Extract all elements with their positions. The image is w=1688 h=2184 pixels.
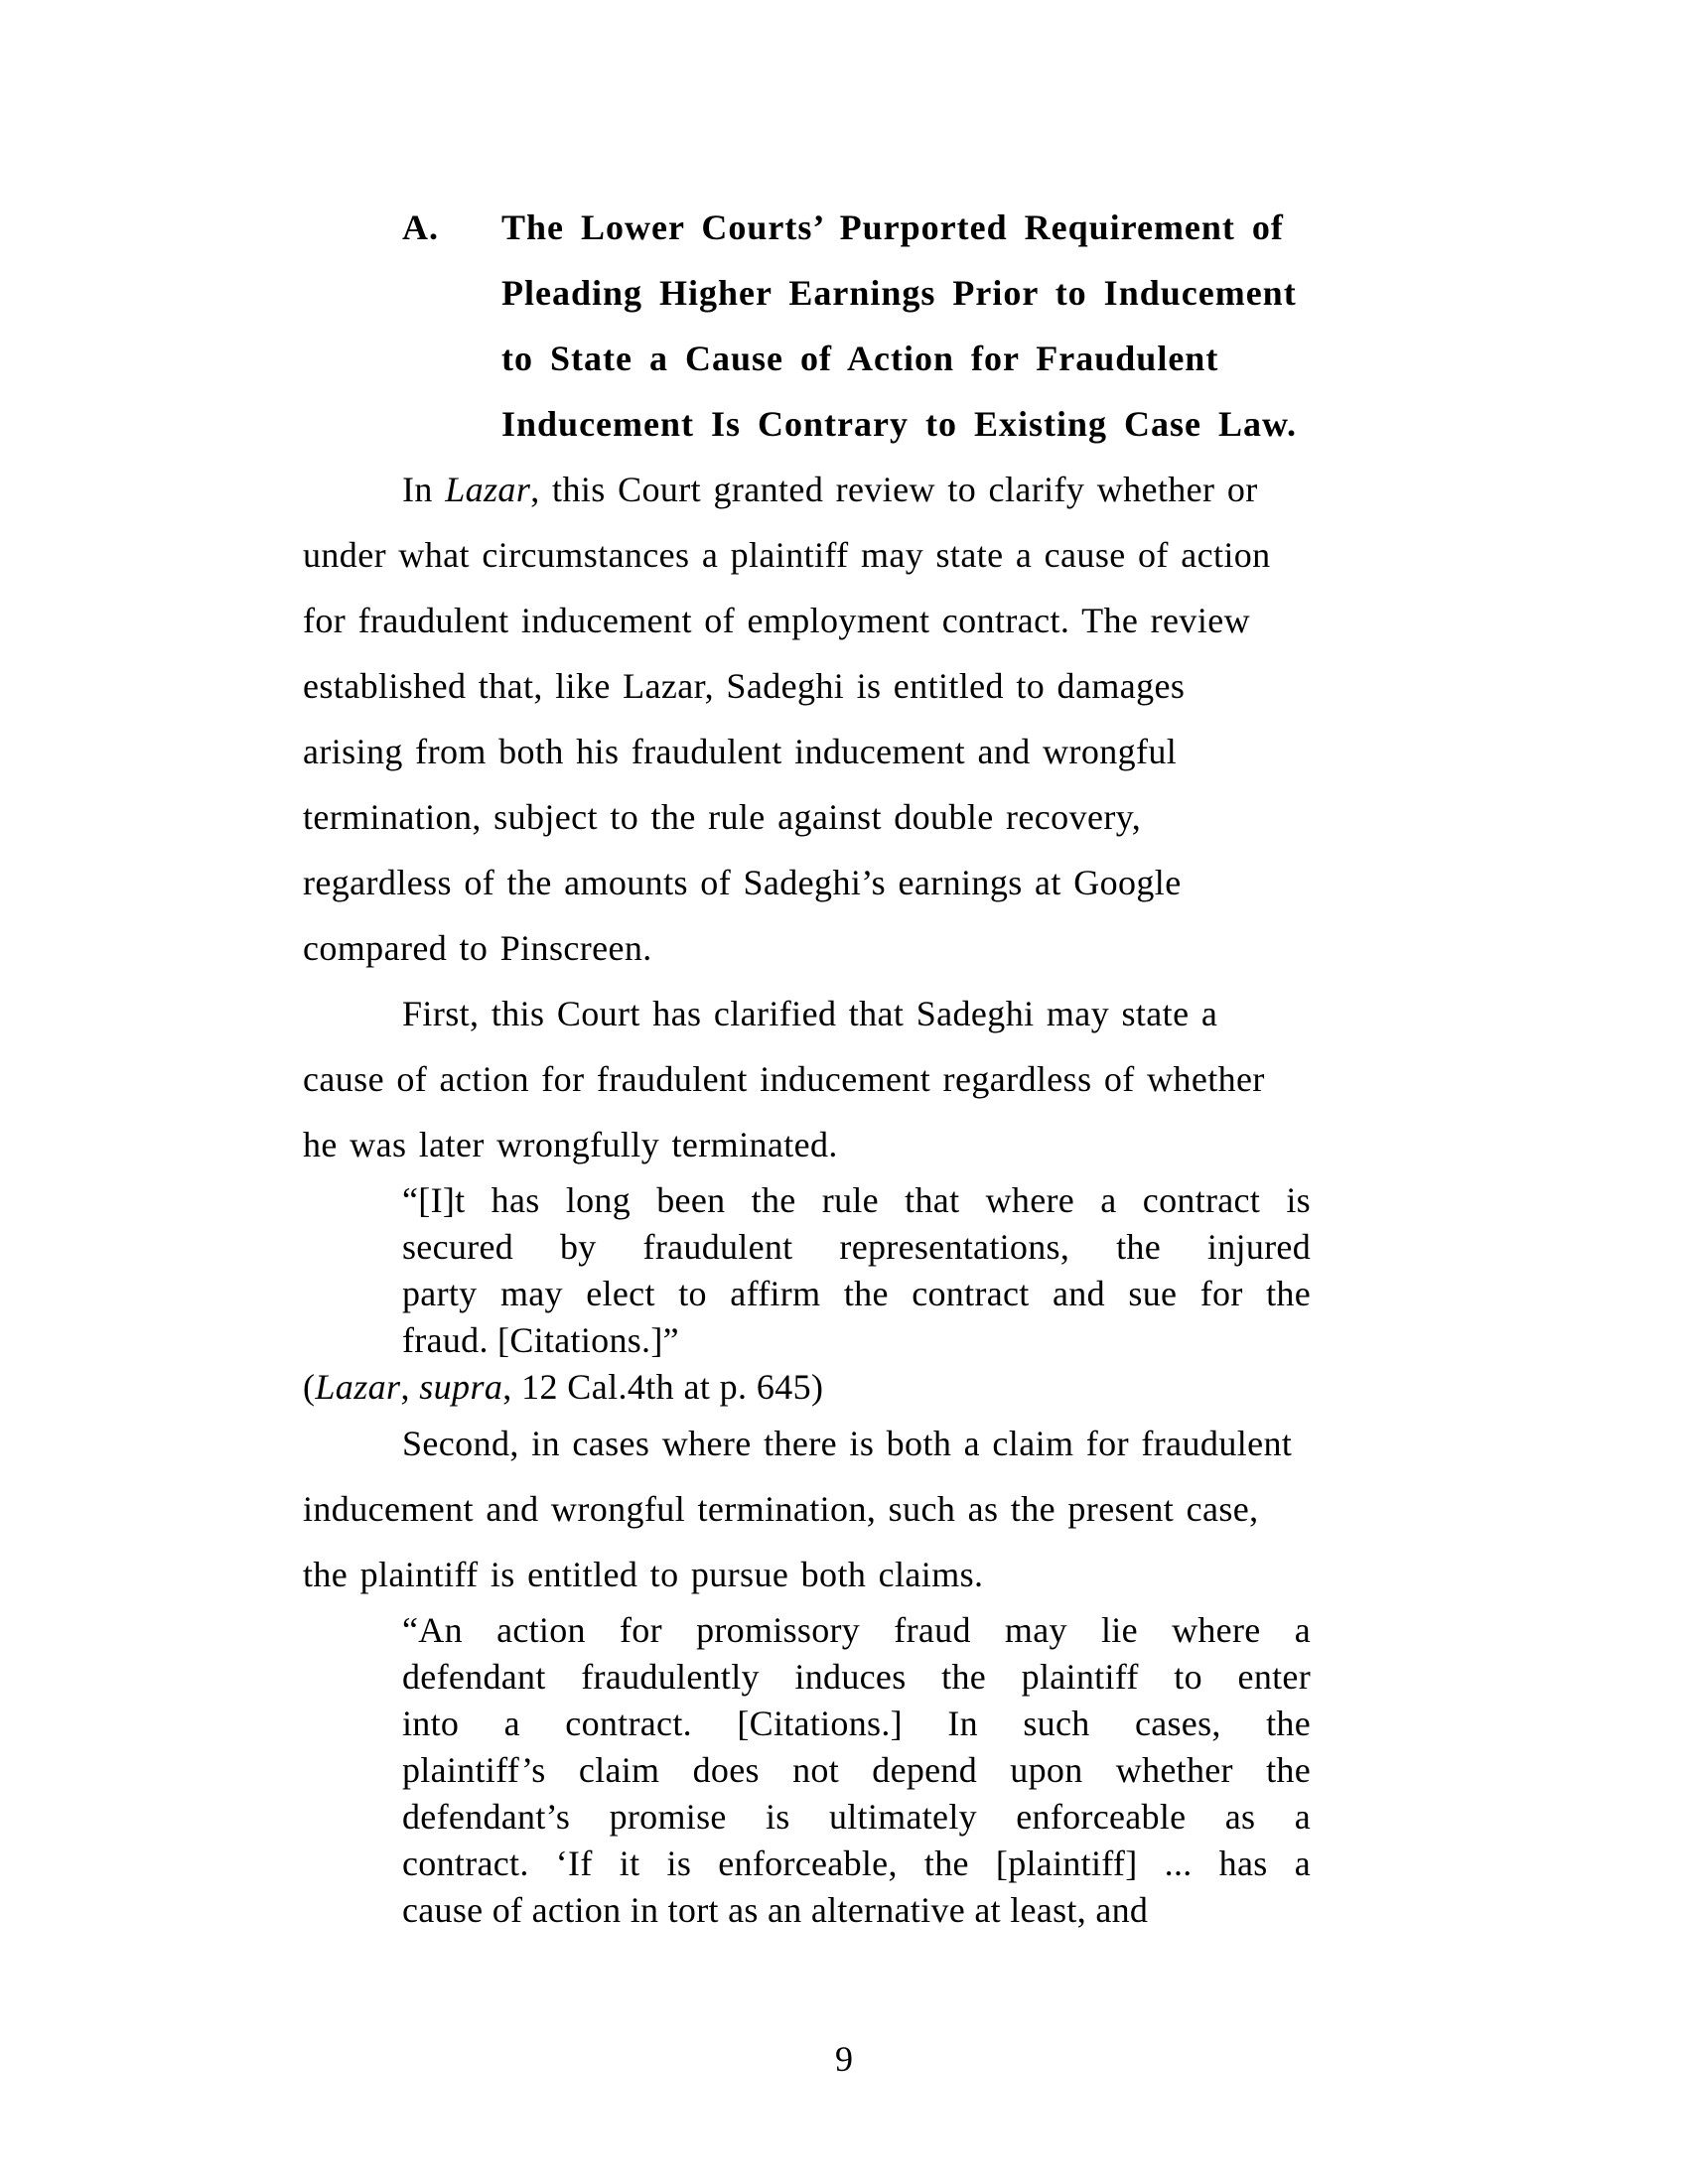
text-line: contract. ‘If it is enforceable, the [plaintiff] ... has a — [402, 1843, 1311, 1883]
text-line — [303, 1364, 1395, 1411]
section-letter: A. — [402, 207, 439, 247]
section-heading-text — [501, 195, 1395, 457]
block-quote-2 — [402, 1607, 1311, 1934]
citation-line — [303, 1364, 1395, 1411]
text-line: party may elect to affirm the contract and sue for the — [402, 1274, 1311, 1313]
text-line: Pleading Higher Earnings Prior to Inducement — [501, 273, 1297, 313]
text-line: Second, in cases where there is both a claim for fraudulent — [402, 1424, 1293, 1463]
text-line: “[I]t has long been the rule that where a contract is — [402, 1180, 1311, 1220]
text-line: arising from both his fraudulent inducement and wrongful — [303, 732, 1178, 771]
text-segment: , this Court granted review to clarify whether or — [530, 470, 1258, 509]
italic-text-segment: supra — [419, 1367, 503, 1407]
text-line: Inducement Is Contrary to Existing Case Law. — [501, 404, 1298, 444]
text-segment: ( — [303, 1367, 316, 1407]
text-line: regardless of the amounts of Sadeghi’s earnings at Google — [303, 863, 1182, 902]
text-line: cause of action for fraudulent inducement regardless of whether — [303, 1059, 1265, 1099]
text-line: cause of action in tort as an alternative at least, and — [402, 1890, 1149, 1930]
text-line: termination, subject to the rule against double recovery, — [303, 797, 1142, 837]
text-line: defendant fraudulently induces the plaintiff to enter — [402, 1657, 1311, 1697]
text-line: First, this Court has clarified that Sadeghi may state a — [402, 994, 1218, 1033]
brief-text-column — [303, 195, 1395, 1934]
text-line: compared to Pinscreen. — [303, 928, 652, 968]
text-line: fraud. [Citations.]” — [402, 1320, 679, 1360]
text-segment: , — [400, 1367, 420, 1407]
text-line: into a contract. [Citations.] In such cases, the — [402, 1704, 1311, 1743]
text-line: “An action for promissory fraud may lie where a — [402, 1610, 1311, 1650]
italic-text-segment: Lazar — [445, 470, 531, 509]
section-heading — [402, 195, 1395, 457]
text-line: to State a Cause of Action for Fraudulent — [501, 339, 1219, 378]
paragraph-first-point — [303, 981, 1395, 1177]
text-line: secured by fraudulent representations, the injured — [402, 1227, 1311, 1267]
text-line — [303, 457, 1395, 522]
text-line: plaintiff’s claim does not depend upon whether the — [402, 1750, 1311, 1790]
text-line: the plaintiff is entitled to pursue both claims. — [303, 1555, 984, 1594]
text-segment: , 12 Cal.4th at p. 645) — [502, 1367, 824, 1407]
text-line: under what circumstances a plaintiff may state a cause of action — [303, 535, 1271, 575]
text-line: for fraudulent inducement of employment contract. The review — [303, 601, 1250, 640]
text-line: The Lower Courts’ Purported Requirement of — [501, 207, 1284, 247]
text-line: inducement and wrongful termination, such as the present case, — [303, 1489, 1259, 1529]
page-number: 9 — [835, 2039, 853, 2079]
text-line: defendant’s promise is ultimately enforceable as a — [402, 1797, 1311, 1837]
paragraph-second-point — [303, 1411, 1395, 1607]
paragraph-lazar-review — [303, 457, 1395, 981]
text-line: he was later wrongfully terminated. — [303, 1125, 838, 1164]
italic-text-segment: Lazar — [315, 1367, 401, 1407]
text-segment: In — [402, 470, 446, 509]
text-line: established that, like Lazar, Sadeghi is entitled to damages — [303, 666, 1186, 706]
block-quote-1 — [402, 1177, 1311, 1364]
